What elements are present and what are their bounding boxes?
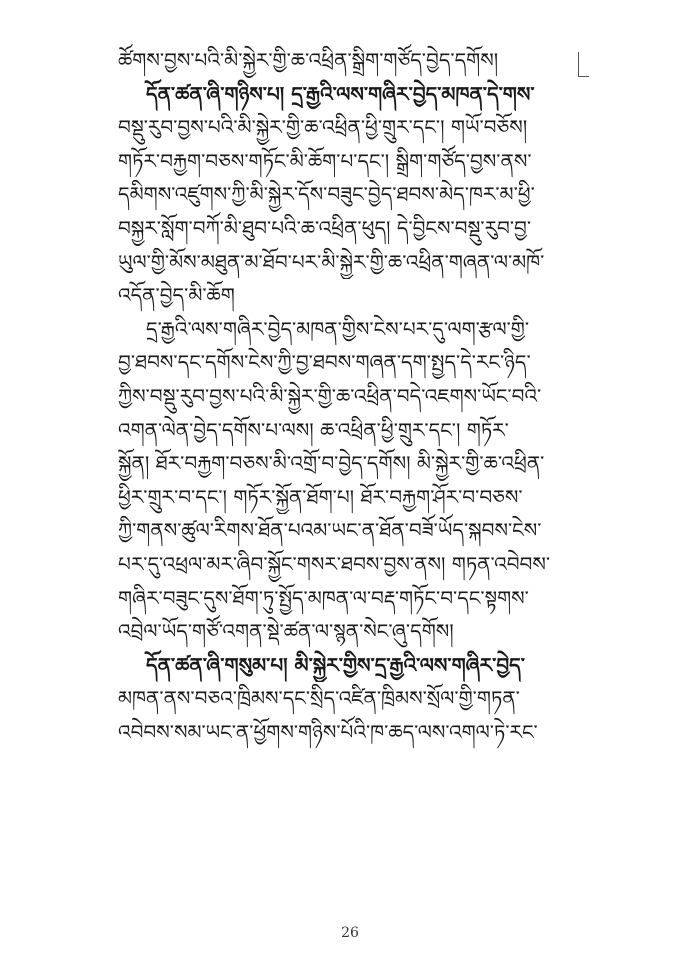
- text-line-17: གཞིར་བཟུང་དུས་ཐོག་ཏུ་སྤྱོད་མཁན་ལ་བརྡ་གཏོང་བ་དང་སྟགས་: [118, 585, 529, 610]
- text-line-3: བསྡུ་རུབ་བྱས་པའི་མི་སྐྱེར་གྱི་ཆ་འཕྲིན་ཕྱི་གྲུར་དང་། གཡོ་བཅོས།: [118, 115, 528, 140]
- text-line-8: འདོན་བྱེད་མི་ཆོག: [118, 283, 235, 308]
- article-42-heading-line: དོན་ཚན་ཞི་གཉིས་པ། དྲ་རྒྱའི་ལས་གཞིར་བྱེད་མཁན་དེ་གས་: [146, 81, 535, 106]
- text-line-20: མཁན་ནས་བཅའ་ཁྲིམས་དང་སྲིད་འཛིན་ཁྲིམས་སྲོལ་གྱི་གཏན་: [118, 686, 520, 711]
- paragraph-2-first-line: དྲ་རྒྱའི་ལས་གཞིར་བྱེད་མཁན་གྱིས་ངེས་པར་དུ་ལག་རྩལ་གྱི་: [146, 316, 530, 341]
- text-line-11: ཀྱིས་བསྡུ་རུབ་བྱས་པའི་མི་སྐྱེར་གྱི་ཆ་འཕྲིན་བདེ་འཇགས་ཡོང་བའི་: [118, 383, 542, 408]
- text-line-12: འགན་ལེན་བྱེད་དགོས་པ་ལས། ཆ་འཕྲིན་ཕྱི་གྲུར་དང་། གཏོར་: [118, 417, 509, 442]
- page-number: 26: [341, 925, 359, 941]
- text-line-16: པར་དུ་འཕྲལ་མར་ཞིབ་སྐྱོང་གསར་ཐབས་བྱས་ནས། གཏན་འབེབས་: [118, 551, 551, 576]
- text-line-13: སྐྱོན། ཐོར་བརྐྱག་བཅས་མི་འགྲོ་བ་བྱེད་དགོས། མི་སྐྱེར་གྱི་ཆ་འཕྲིན་: [118, 451, 545, 476]
- text-line-5: དམིགས་འཛུགས་ཀྱི་མི་སྐྱེར་དོས་བཟུང་བྱེད་ཐབས་མེད་ཁར་མ་ཕྱི་: [118, 182, 535, 207]
- text-line-6: བསྐྱར་སློག་བཀོ་མི་ཐུབ་པའི་ཆ་འཕྲིན་ཕུད། དེ་བྱིངས་བསྡུ་རུབ་བྱ་: [118, 215, 532, 240]
- text-line-10: བྱ་ཐབས་དང་དགོས་ངེས་ཀྱི་བྱ་ཐབས་གཞན་དག་སྤྱད་དེ་རང་ཉིད་: [118, 350, 531, 375]
- text-line-1: ཚོགས་བྱས་པའི་མི་སྐྱེར་གྱི་ཆ་འཕྲིན་སྒྲིག་གཙོད་བྱེད་དགོས།: [118, 48, 499, 72]
- text-line-4: གཏོར་བརྐྱག་བཅས་གཏོང་མི་ཆོག་པ་དང་། སྒྲིག་གཙོད་བྱས་ནས་: [118, 148, 532, 173]
- text-line-18: འབྲེལ་ཡོད་གཙོ་འགན་སྡེ་ཚན་ལ་སྙན་སེང་ཞུ་དགོས།: [118, 619, 454, 644]
- text-line-15: ཀྱི་གནས་ཚུལ་རིགས་ཐོན་པའམ་ཡང་ན་ཐོན་བཟོ་ཡོད་སྐབས་ངེས་: [118, 518, 542, 543]
- article-43-heading-line: དོན་ཚན་ཞི་གསུམ་པ། མི་སྐྱེར་གྱིས་དྲ་རྒྱའི་ལས་གཞིར་བྱེད་: [146, 652, 525, 677]
- text-line-7: ཡུལ་གྱི་མོས་མཐུན་མ་ཐོབ་པར་མི་སྐྱེར་གྱི་ཆ་འཕྲིན་གཞན་ལ་མཁོ་: [118, 249, 545, 274]
- text-line-21: འབེབས་སམ་ཡང་ན་ཕྱོགས་གཉིས་པོའི་ཁ་ཆད་ལས་འགལ་ཏེ་རང་: [118, 719, 538, 744]
- text-line-14: ཕྱིར་གྲུར་བ་དང་། གཏོར་སྐྱོན་ཐོག་པ། ཐོར་བརྐྱག་ཤོར་བ་བཅས་: [118, 484, 523, 509]
- body-text: [118, 44, 588, 749]
